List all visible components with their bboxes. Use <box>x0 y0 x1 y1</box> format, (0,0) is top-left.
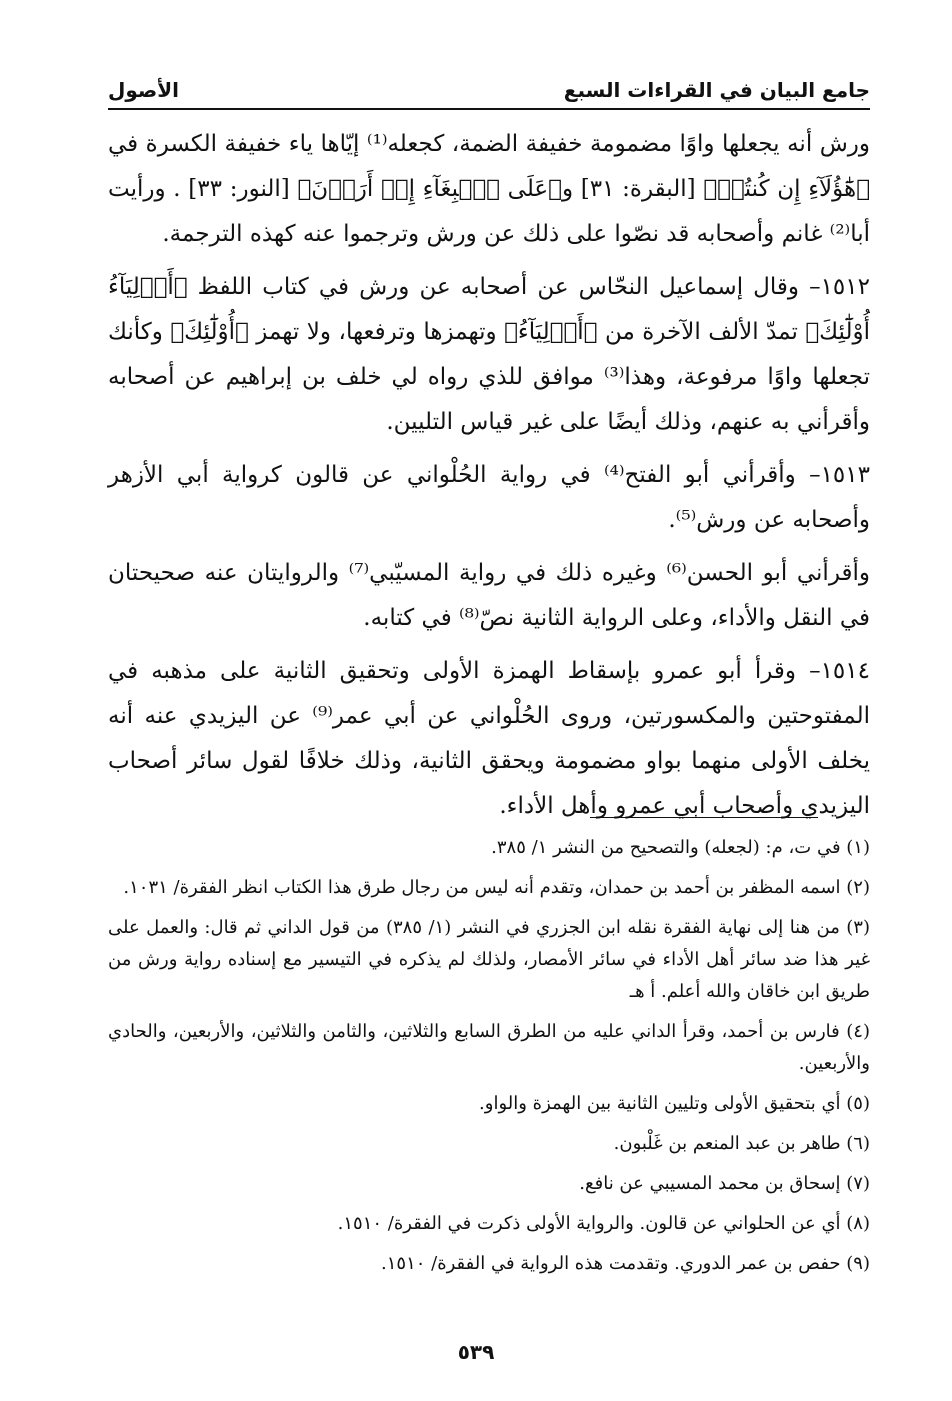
footnote: (٥) أي بتحقيق الأولى وتليين الثانية بين الهمزة والواو. <box>479 1093 870 1114</box>
footnote: (٦) طاهر بن عبد المنعم بن غَلْبون. <box>613 1133 870 1154</box>
book-title: جامع البيان في القراءات السبع <box>563 78 870 102</box>
footnote-divider <box>590 817 818 818</box>
section-title: الأصول <box>108 78 179 102</box>
footnote: (٨) أي عن الحلواني عن قالون. والرواية الأولى ذكرت في الفقرة/ ١٥١٠. <box>337 1213 870 1234</box>
footnote: (١) في ت، م: (لجعله) والتصحيح من النشر ١/ ٣٨٥. <box>491 837 870 858</box>
running-header <box>108 62 870 102</box>
footnote: (٤) فارس بن أحمد، وقرأ الداني عليه من الطرق السابع والثلاثين، والثامن والثلاثين، والأربعين، والحادي والأربعين. <box>108 1021 870 1074</box>
header-divider <box>108 108 870 110</box>
main-text <box>108 122 870 837</box>
footnote: (٢) اسمه المظفر بن أحمد بن حمدان، وتقدم أنه ليس من رجال طرق هذا الكتاب انظر الفقرة/ ١٠٣١. <box>123 877 870 898</box>
page-number: ٥٣٩ <box>457 1340 495 1364</box>
paragraph: ورش أنه يجعلها واوًا مضمومة خفيفة الضمة، كجعله⁽¹⁾ إيّاها ياء خفيفة الكسرة في ﴿هَٰٓؤُلَآءِ إِن كُنتُمۡ﴾ [البقرة: ٣١] و﴿عَلَى ٱلۡبِغَآءِ إِنۡ أَرَدۡنَ﴾ [النور: ٣٣] . ورأيت أبا⁽²⁾ غانم وأصحابه قد نصّوا على ذلك عن ورش وترجموا عنه كهذه الترجمة. <box>108 131 870 247</box>
paragraph: ١٥١٢– وقال إسماعيل النحّاس عن أصحابه عن ورش في كتاب اللفظ ﴿أَوۡلِيَآءُ أُوْلَٰٓئِكَ﴾ تمدّ الألف الآخرة من ﴿أَوۡلِيَآءُ﴾ وتهمزها وترفعها، ولا تهمز ﴿أُوْلَٰٓئِكَ﴾ وكأنك تجعلها واوًا مرفوعة، وهذا⁽³⁾ موافق للذي رواه لي خلف بن إبراهيم عن أصحابه وأقرأني به عنهم، وذلك أيضًا على غير قياس التليين. <box>108 274 870 435</box>
footnote: (٣) من هنا إلى نهاية الفقرة نقله ابن الجزري في النشر (١/ ٣٨٥) من قول الداني ثم قال: والعمل على غير هذا ضد سائر أهل الأداء في سائر الأمصار، ولذلك لم يذكره في التيسير مع إسناده رواية ورش من طريق ابن خاقان والله أعلم. أ هـ <box>108 917 870 1002</box>
paragraph: وأقرأني أبو الحسن⁽⁶⁾ وغيره ذلك في رواية المسيّبي⁽⁷⁾ والروايتان عنه صحيحتان في النقل والأداء، وعلى الرواية الثانية نصّ⁽⁸⁾ في كتابه. <box>108 560 870 631</box>
paragraph: ١٥١٤– وقرأ أبو عمرو بإسقاط الهمزة الأولى وتحقيق الثانية على مذهبه في المفتوحتين والمكسورتين، وروى الحُلْواني عن أبي عمر⁽⁹⁾ عن اليزيدي عنه أنه يخلف الأولى منهما بواو مضمومة ويحقق الثانية، وذلك خلافًا لقول سائر أصحاب اليزيدي وأصحاب أبي عمرو وأهل الأداء. <box>108 658 871 819</box>
footnotes <box>108 832 870 1288</box>
footnote: (٧) إسحاق بن محمد المسيبي عن نافع. <box>579 1173 870 1194</box>
paragraph: ١٥١٣– وأقرأني أبو الفتح⁽⁴⁾ في رواية الحُلْواني عن قالون كرواية أبي الأزهر وأصحابه عن ورش⁽⁵⁾. <box>108 462 870 533</box>
footnote: (٩) حفص بن عمر الدوري. وتقدمت هذه الرواية في الفقرة/ ١٥١٠. <box>381 1253 870 1274</box>
